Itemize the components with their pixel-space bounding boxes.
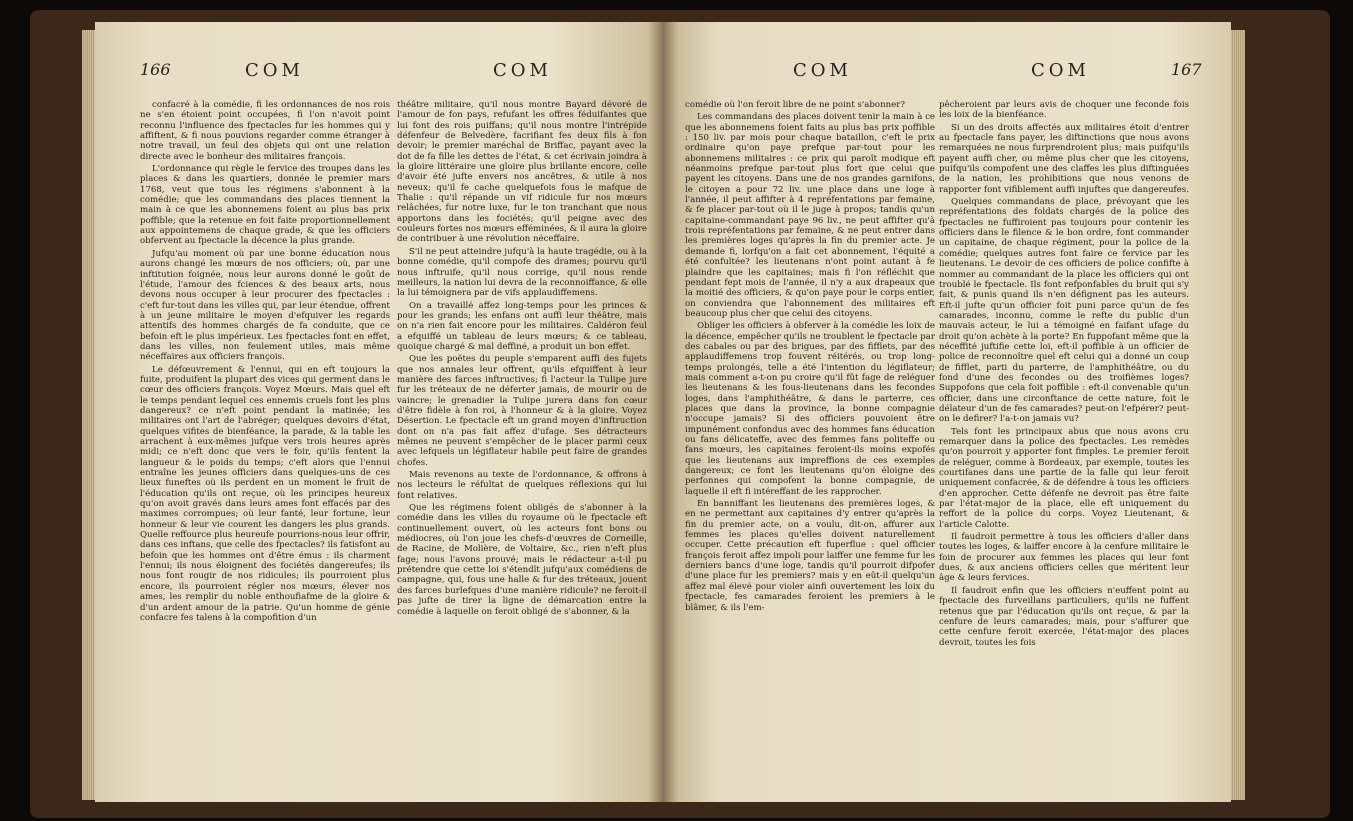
right-page [663,22,1231,802]
paragraph: Jufqu'au moment où par une bonne éducation nous aurons changé les mœurs de nos officiers; où, par une inftitution foignée, nous leur aurons donné le goût de l'étude, l'amour des fciences & des beaux arts, nous devons nous occuper à leur procurer des fpectacles : c'eft fur-tout dans les villes qui, par leur étendue, offrent à un jeune militaire le moyen d'efquiver les regards attentifs des hommes chargés de fa conduite, que ce befoin eft le plus impérieux. Les fpectacles font en effet, dans les villes, non feulement utiles, mais même néceffaires aux officiers françois. [140,248,390,363]
paragraph: En banniffant les lieutenans des premières loges, & en ne permettant aux capitaines d'y entrer qu'après la fin du premier acte, on a voulu, dit-on, affurer aux femmes les places qu'elles doivent naturellement occuper. Cette précaution eft fuperflue : quel officier françois feroit affez impoli pour laiffer une femme fur les derniers bancs d'une loge, tandis qu'il pourroit difpofer d'une place fur les premiers? mais y en eût-il quelqu'un affez mal élevé pour violer ainfi ouvertement les loix du fpectacle, fes camarades feroient les premiers à le blâmer, & ils l'em- [685,499,935,613]
right-page-edges [1229,30,1245,800]
right-page-number: 167 [1171,60,1202,79]
paragraph: Quelques commandans de place, prévoyant que les repréfentations des foldats chargés de la police des fpectacles ne fuffiroient pas toujours pour contenir les officiers dans le filence & le bon ordre, font commander un capitaine, de chaque régiment, pour la police de la comédie; quelques autres font faire ce fervice par les lieutenans. Le devoir de ces officiers de police confifte à nommer au commandant de la place les officiers qui ont troublé le fpectacle. Ils font refponfables du bruit qui s'y fait, & punis quand ils n'en défignent pas les auteurs. Eft-il jufte qu'un officier foit puni parce qu'un de fes camarades, inconnu, comme le refte du public d'un mauvais acteur, le lui a témoigné en faifant ufage du droit qu'on achète à la porte? En fuppofant même que la néceffité juftifie cette loi, eft-il poffible à un officier de police de reconnoître quel eft celui qui a donné un coup de fifflet, parti du parterre, de l'amphithéâtre, ou du fond d'une des fecondes ou des troifièmes loges? Suppofons que cela foit poffible : eft-il convenable qu'un officier, dans une circonftance de cette nature, foit le délateur d'un de fes camarades? peut-on l'efpérer? peut-on le defirer? l'a-t-on jamais vu? [939,197,1189,425]
paragraph: Il faudroit enfin que les officiers n'euffent point au fpectacle des furveillans particuliers, qu'ils ne fuffent retenus que par l'éducation qu'ils ont reçue, & par la cenfure de leurs camarades; mais, pour s'affurer que cette cenfure feroit exercée, l'état-major des places devroit, toutes les fois [939,585,1189,648]
left-header-word-2: COM [493,60,552,81]
right-running-header [663,60,1231,90]
left-column-2 [397,100,647,790]
paragraph: Si un des droits affectés aux militaires étoit d'entrer au fpectacle fans payer, les diftinctions que nous avons remarquées ne nous furprendroient plus; mais puifqu'ils payent auffi cher, ou même plus cher que les citoyens, puifqu'ils compofent une des claffes les plus diftinguées de la nation, les prohibitions que nous venons de rapporter font vifiblement auffi injuftes que dangereufes. [939,122,1189,195]
right-header-word-1: COM [793,60,852,81]
paragraph: Que les poëtes du peuple s'emparent auffi des fujets que nos annales leur offrent, qu'ils efquiffent à leur manière des farces inftructives; fi l'acteur la Tulipe jure fur les tréteaux de ne déferter jamais, de mourir ou de vaincre; le grenadier la Tulipe jurera dans fon cœur d'être fidèle à fon roi, à l'honneur & à la gloire. Voyez Désertion. Le fpectacle eft un grand moyen d'inftruction dont on n'a pas fait affez d'ufage. Ses détracteurs mêmes ne peuvent s'empêcher de le placer parmi ceux avec lefquels un légiflateur habile peut faire de grandes chofes. [397,354,647,468]
paragraph: Mais revenons au texte de l'ordonnance, & offrons à nos lecteurs le réfultat de quelques réflexions qui lui font relatives. [397,470,647,501]
left-page-number: 166 [140,60,171,79]
right-column-1 [685,100,935,790]
paragraph: Que les régimens foient obligés de s'abonner à la comédie dans les villes du royaume où le fpectacle eft continuellement ouvert, où les acteurs font bons ou médiocres, où l'on joue les chefs-d'œuvres de Corneille, de Racine, de Molière, de Voltaire, &c., rien n'eft plus fage; nous l'avons prouvé; mais le rédacteur a-t-il pu prétendre que cette loi s'étendît jufqu'aux comédiens de campagne, qui, fous une halle & fur des tréteaux, jouent des farces burlefques d'une manière ridicule? ne feroit-il pas jufte de tirer la ligne de démarcation entre la comédie à laquelle on feroit obligé de s'abonner, & la [397,503,647,617]
paragraph: Le défœuvrement & l'ennui, qui en eft toujours la fuite, produifent la plupart des vices qui germent dans le cœur des officiers françois. Voyez Mœurs. Mais quel eft le temps pendant lequel ces ennemis cruels font les plus dangereux? ce n'eft point pendant la matinée; les militaires ont l'art de l'abréger; quelques devoirs d'état, quelques vifites de bienféance, la parade, & la table les arrachent à eux-mêmes jufque vers trois heures après midi; ce n'eft donc que vers le foir, qu'ils fentent la langueur & le poids du temps; c'eft alors que l'ennui entraîne les jeunes officiers dans quelques-uns de ces lieux funeftes où ils perdent en un moment le fruit de l'éducation qu'ils ont reçue, où les principes heureux qu'on avoit gravés dans leurs ames font effacés par des maximes corrompues; où leur fanté, leur fortune, leur honneur & leur vie courent les dangers les plus grands. Quelle reffource plus heureufe pourrions-nous leur offrir, dans ces inftans, que celle des fpectacles? ils fatisfont au befoin que les hommes ont d'être émus : ils charment l'ennui; ils nous éloignent des fociétés dangereufes; ils nous font rougir de nos ridicules; ils pourroient plus encore, ils pourroient régler nos mœurs, élever nos ames, les remplir du noble enthoufiafme de la gloire & d'un ardent amour de la patrie. Qu'un homme de génie confacre fes talens à la compofition d'un [140,364,390,623]
left-page [95,22,663,802]
paragraph: confacré à la comédie, fi les ordonnances de nos rois ne s'en étoient point occupées, fi l'on n'avoit point reconnu l'influence des fpectacles fur les hommes qui y affiftent, & fi nous pouvions regarder comme étranger à notre travail, un feul des objets qui ont une relation directe avec le bonheur des militaires françois. [140,100,390,162]
paragraph: S'il ne peut atteindre jufqu'à la haute tragédie, ou à la bonne comédie, qu'il compofe des drames; pourvu qu'il nous inftruife, qu'il nous corrige, qu'il nous rende meilleurs, la nation lui devra de la reconnoiffance, & elle la lui témoignera par de vifs applaudiffemens. [397,246,647,299]
paragraph: Les commandans des places doivent tenir la main à ce que les abonnemens foient faits au plus bas prix poffible : 150 liv. par mois pour chaque bataillon, c'eft le prix ordinaire qu'on paye prefque par-tout pour les abonnemens militaires : ce prix qui paroît modique eft néanmoins prefque par-tout plus fort que celui que payent les citoyens. Dans une de nos grandes garnifons, le citoyen a pour 72 liv. une place dans une loge à l'année, il peut affifter à 4 repréfentations par femaine, & fe placer par-tout où il le juge à propos; tandis qu'un capitaine-commandant paye 96 liv., ne peut affifter qu'à trois repréfentations par femaine, & ne peut entrer dans les premières loges qu'après la fin du premier acte. Je demande fi, lorfqu'on a fait cet abonnement, l'équité a été confultée? les lieutenans n'ont point autant à fe plaindre que les capitaines; mais fi l'on réfléchit que pendant fept mois de l'année, il n'y a aux drapeaux que la moitié des officiers, & qu'on paye pour le corps entier, on conviendra que l'abonnement des militaires eft beaucoup plus cher que celui des citoyens. [685,112,935,319]
left-header-word-1: COM [245,60,304,81]
paragraph: Obliger les officiers à obferver à la comédie les loix de la décence, empêcher qu'ils ne troublent le fpectacle par des cabales ou par des brigues, par des fifflets, par des applaudiffemens trop fouvent réitérés, ou trop long-temps prolongés, telle a été l'intention du légiflateur; mais comment a-t-on pu croire qu'il fût fage de reléguer les lieutenans & les fous-lieutenans dans les fecondes loges, dans l'amphithéâtre, & dans le parterre, ces places que dans la province, la bonne compagnie n'occupe jamais? Si des officiers pouvoient être impunément confondus avec des hommes fans éducation ou fans délicateffe, avec des femmes fans politeffe ou fans mœurs, les capitaines feroient-ils moins expofés que les lieutenans aux impreffions de ces exemples dangereux; ce font les lieutenans qu'on éloigne des perfonnes qui compofent la bonne compagnie, de laquelle il eft fi intéreffant de les rapprocher. [685,321,935,497]
paragraph: pêcheroient par leurs avis de choquer une feconde fois les loix de la bienféance. [939,100,1189,121]
left-running-header [95,60,663,90]
paragraph: comédie où l'on feroit libre de ne point s'abonner? [685,100,905,110]
left-column-1 [140,100,390,790]
paragraph: On a travaillé affez long-temps pour les princes & pour les grands; les enfans ont auffi leur théâtre, mais on n'a rien fait encore pour les militaires. Caldéron feul a efquiffé un tableau de leurs mœurs; & ce tableau, quoique chargé & mal deffiné, a produit un bon effet. [397,300,647,352]
right-column-2 [939,100,1189,790]
paragraph: L'ordonnance qui règle le fervice des troupes dans les places & dans les quartiers, donnée le premier mars 1768, veut que tous les régimens s'abonnent à la comédie; que les commandans des places tiennent la main à ce que les abonnemens foient au plus bas prix poffible; que la retenue en foit faite proportionnellement aux appointemens de chaque grade, & que les officiers obfervent au fpectacle la décence la plus grande. [140,164,390,247]
paragraph: Tels font les principaux abus que nous avons cru remarquer dans la police des fpectacles. Les remèdes qu'on pourroit y apporter font fimples. Le premier feroit de reléguer, comme à Bordeaux, par exemple, toutes les courtifanes dans une partie de la falle qui leur feroit uniquement confacrée, & de défendre à tous les officiers d'en approcher. Cette défenfe ne devroit pas être faite par l'état-major de la place, elle eft uniquement du reffort de la police du corps. Voyez Lieutenant, & l'article Calotte. [939,426,1189,530]
paragraph: Il faudroit permettre à tous les officiers d'aller dans toutes les loges, & laiffer encore à la cenfure militaire le foin de procurer aux femmes les places qui leur font dues, & aux anciens officiers celles que méritent leur âge & leurs fervices. [939,532,1189,584]
book-gutter [648,22,678,802]
right-header-word-2: COM [1031,60,1090,81]
paragraph: théâtre militaire, qu'il nous montre Bayard dévoré de l'amour de fon pays, refufant les offres féduifantes que lui font des rois puiffans; qu'il nous montre l'intrépide défenfeur de Belvedère, facrifiant fes deux fils à fon devoir; le premier maréchal de Briffac, payant avec la dot de fa fille les dettes de l'état, & cet écrivain joindra à la gloire littéraire une gloire plus brillante encore, celle d'avoir été jufte envers nos ancêtres, & utile à nos neveux; qu'il fe cache quelquefois fous le mafque de Thalie : qu'il répande un vif ridicule fur nos mœurs relâchées, fur notre luxe, fur le ton tranchant que nous apportons dans les fociétés; qu'il peigne avec des couleurs fortes nos mœurs efféminées, & il aura la gloire de contribuer à une révolution néceffaire. [397,100,647,245]
